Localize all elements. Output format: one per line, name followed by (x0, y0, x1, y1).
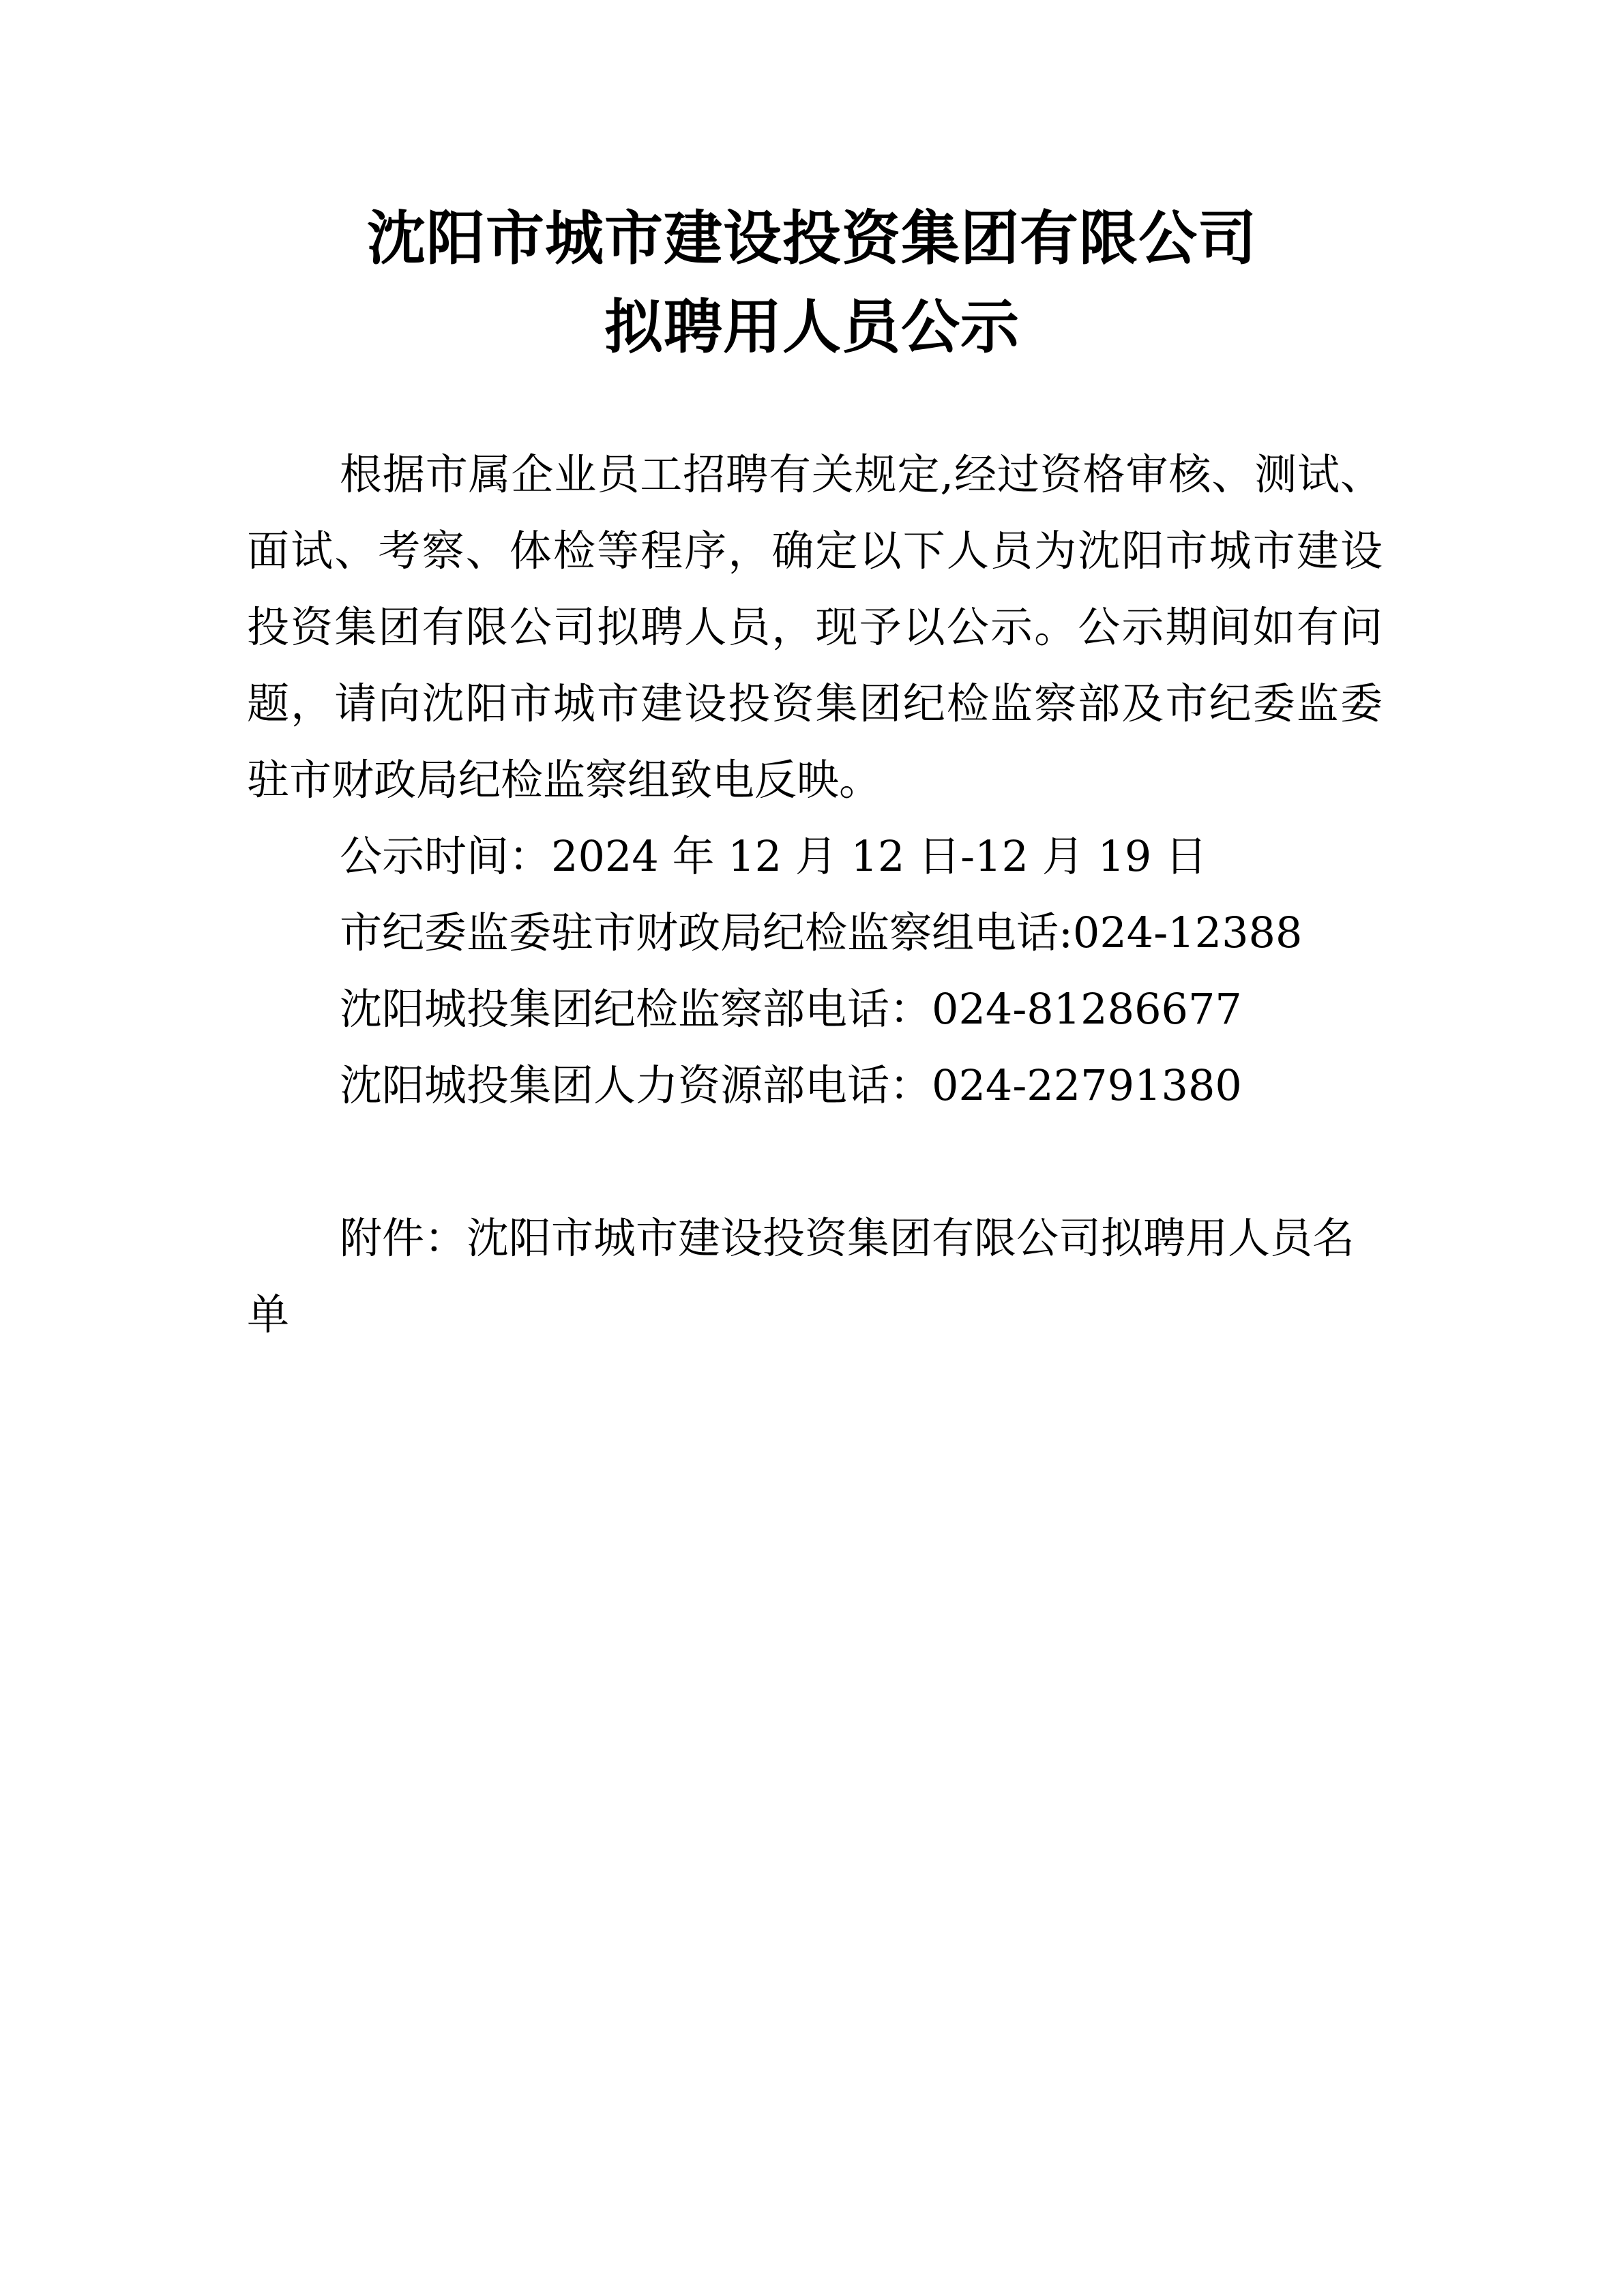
notice-paragraph: 根据市属企业员工招聘有关规定,经过资格审核、测试、面试、考察、体检等程序，确定以下人员为沈阳市城市建设投资集团有限公司拟聘人员，现予以公示。公示期间如有问题，请向沈阳市城市建设投资集团纪检监察部及市纪委监委驻市财政局纪检监察组致电反映。 (247, 449, 1383, 805)
phone-commission: 市纪委监委驻市财政局纪检监察组电话:024-12388 (340, 908, 1303, 957)
document-body (247, 436, 1383, 1353)
title-line-notice: 拟聘用人员公示 (604, 293, 1020, 361)
notice-time: 公示时间：2024 年 12 月 12 日-12 月 19 日 (340, 831, 1207, 881)
document-title (0, 194, 1624, 372)
phone-hr: 沈阳城投集团人力资源部电话：024-22791380 (340, 1060, 1242, 1110)
attachment-note: 附件：沈阳市城市建设投资集团有限公司拟聘用人员名单 (247, 1213, 1355, 1339)
phone-discipline: 沈阳城投集团纪检监察部电话：024-81286677 (340, 984, 1242, 1034)
title-line-company: 沈阳市城市建设投资集团有限公司 (367, 205, 1257, 273)
